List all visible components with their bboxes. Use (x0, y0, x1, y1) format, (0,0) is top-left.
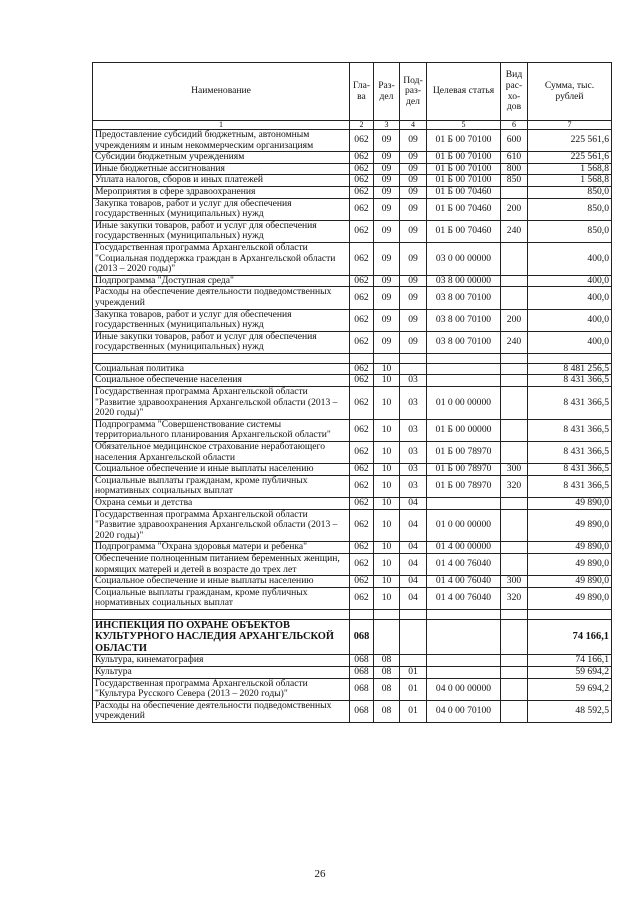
cell-vid (501, 387, 528, 420)
cell-statya (427, 609, 501, 619)
cell-name: Иные бюджетные ассигнования (93, 163, 350, 175)
cell-name: Социальные выплаты гражданам, кроме публичных нормативных социальных выплат (93, 475, 350, 497)
header-podrazdel: Под-раз-дел (400, 63, 427, 121)
cell-statya: 01 Б 00 78970 (427, 464, 501, 476)
cell-vid (501, 363, 528, 375)
header-vid: Вид рас-хо-дов (501, 63, 528, 121)
cell-podrazdel: 03 (400, 375, 427, 387)
table-row (93, 387, 612, 420)
cell-summa: 8 481 256,5 (528, 363, 612, 375)
table-row (93, 442, 612, 464)
cell-razdel (374, 609, 400, 619)
table-row (93, 275, 612, 287)
cell-name: Подпрограмма "Доступная среда" (93, 275, 350, 287)
cell-podrazdel: 09 (400, 331, 427, 353)
table-row (93, 309, 612, 331)
cell-vid (501, 700, 528, 722)
cell-statya: 03 8 00 70100 (427, 331, 501, 353)
cell-statya (427, 667, 501, 679)
cell-razdel: 09 (374, 287, 400, 309)
table-row (93, 464, 612, 476)
cell-summa: 850,0 (528, 186, 612, 198)
cell-podrazdel: 04 (400, 498, 427, 510)
cell-razdel: 09 (374, 275, 400, 287)
table-header-row (93, 63, 612, 121)
cell-podrazdel (400, 619, 427, 655)
cell-vid: 240 (501, 331, 528, 353)
cell-name: Субсидии бюджетным учреждениям (93, 152, 350, 164)
cell-statya (427, 363, 501, 375)
cell-razdel: 10 (374, 419, 400, 441)
cell-summa: 8 431 366,5 (528, 475, 612, 497)
cell-summa: 1 568,8 (528, 175, 612, 187)
cell-statya: 01 Б 00 70100 (427, 175, 501, 187)
cell-glava: 062 (350, 475, 374, 497)
cell-glava: 062 (350, 498, 374, 510)
cell-vid: 200 (501, 198, 528, 220)
cell-name: Иные закупки товаров, работ и услуг для обеспечения государственных (муниципальных) нужд (93, 331, 350, 353)
cell-podrazdel: 03 (400, 464, 427, 476)
cell-statya: 01 Б 00 78970 (427, 475, 501, 497)
table-row (93, 220, 612, 242)
cell-statya (427, 655, 501, 667)
cell-podrazdel (400, 609, 427, 619)
cell-name: Предоставление субсидий бюджетным, автономным учреждениям и иным некоммерческим организациям (93, 130, 350, 152)
cell-podrazdel: 09 (400, 186, 427, 198)
cell-summa: 49 890,0 (528, 498, 612, 510)
cell-name: Обязательное медицинское страхование неработающего населения Архангельской области (93, 442, 350, 464)
cell-statya: 01 0 00 00000 (427, 509, 501, 542)
cell-name: Закупка товаров, работ и услуг для обеспечения государственных (муниципальных) нужд (93, 309, 350, 331)
column-number: 3 (374, 121, 400, 130)
header-statya: Целевая статья (427, 63, 501, 121)
cell-glava: 062 (350, 275, 374, 287)
cell-glava (350, 609, 374, 619)
cell-podrazdel: 03 (400, 387, 427, 420)
cell-name: Государственная программа Архангельской области "Культура Русского Севера (2013 – 2020 годы)" (93, 678, 350, 700)
cell-podrazdel (400, 363, 427, 375)
cell-summa: 225 561,6 (528, 152, 612, 164)
cell-name (93, 353, 350, 363)
cell-summa: 49 890,0 (528, 542, 612, 554)
column-number: 1 (93, 121, 350, 130)
cell-podrazdel: 01 (400, 700, 427, 722)
cell-statya: 01 4 00 76040 (427, 587, 501, 609)
cell-vid (501, 242, 528, 275)
table-row (93, 700, 612, 722)
cell-vid (501, 275, 528, 287)
header-razdel: Раз-дел (374, 63, 400, 121)
cell-summa: 400,0 (528, 275, 612, 287)
cell-razdel: 08 (374, 678, 400, 700)
cell-name: Социальное обеспечение населения (93, 375, 350, 387)
cell-statya (427, 375, 501, 387)
cell-vid (501, 678, 528, 700)
cell-razdel: 09 (374, 220, 400, 242)
cell-glava: 062 (350, 587, 374, 609)
cell-name: Иные закупки товаров, работ и услуг для обеспечения государственных (муниципальных) нужд (93, 220, 350, 242)
cell-razdel: 10 (374, 553, 400, 575)
cell-vid: 850 (501, 175, 528, 187)
cell-statya (427, 353, 501, 363)
cell-name: Государственная программа Архангельской области "Развитие здравоохранения Архангельской области (2013 – 2020 годы)" (93, 509, 350, 542)
cell-name: Уплата налогов, сборов и иных платежей (93, 175, 350, 187)
table-row (93, 667, 612, 679)
cell-summa: 8 431 366,5 (528, 387, 612, 420)
cell-statya: 03 0 00 00000 (427, 242, 501, 275)
cell-vid (501, 186, 528, 198)
column-number: 7 (528, 121, 612, 130)
cell-summa: 8 431 366,5 (528, 442, 612, 464)
cell-glava: 062 (350, 509, 374, 542)
cell-summa: 74 166,1 (528, 619, 612, 655)
table-row (93, 363, 612, 375)
cell-vid: 320 (501, 475, 528, 497)
cell-glava: 062 (350, 553, 374, 575)
cell-podrazdel: 09 (400, 152, 427, 164)
cell-vid: 240 (501, 220, 528, 242)
cell-name: Закупка товаров, работ и услуг для обеспечения государственных (муниципальных) нужд (93, 198, 350, 220)
cell-glava: 062 (350, 464, 374, 476)
cell-podrazdel: 03 (400, 419, 427, 441)
table-row (93, 419, 612, 441)
cell-glava: 062 (350, 309, 374, 331)
table-row (93, 655, 612, 667)
cell-statya: 01 Б 00 70460 (427, 220, 501, 242)
table-row (93, 175, 612, 187)
cell-statya: 01 Б 00 70460 (427, 198, 501, 220)
column-number: 2 (350, 121, 374, 130)
cell-statya: 01 Б 00 00000 (427, 419, 501, 441)
cell-vid: 610 (501, 152, 528, 164)
cell-summa: 49 890,0 (528, 587, 612, 609)
cell-glava: 068 (350, 619, 374, 655)
cell-razdel: 09 (374, 331, 400, 353)
cell-vid (501, 375, 528, 387)
cell-glava: 062 (350, 331, 374, 353)
cell-vid (501, 287, 528, 309)
cell-vid: 320 (501, 587, 528, 609)
table-row (93, 587, 612, 609)
cell-glava: 068 (350, 700, 374, 722)
table-row (93, 475, 612, 497)
cell-statya: 03 8 00 00000 (427, 275, 501, 287)
cell-razdel (374, 619, 400, 655)
cell-vid: 800 (501, 163, 528, 175)
cell-vid (501, 553, 528, 575)
cell-name (93, 609, 350, 619)
cell-razdel: 10 (374, 509, 400, 542)
cell-podrazdel (400, 655, 427, 667)
cell-summa: 49 890,0 (528, 509, 612, 542)
cell-podrazdel: 09 (400, 275, 427, 287)
cell-vid (501, 442, 528, 464)
cell-razdel: 09 (374, 130, 400, 152)
cell-podrazdel: 09 (400, 175, 427, 187)
cell-podrazdel: 03 (400, 442, 427, 464)
cell-glava: 062 (350, 576, 374, 588)
cell-glava: 062 (350, 198, 374, 220)
table-row (93, 375, 612, 387)
cell-name: Подпрограмма "Охрана здоровья матери и ребенка" (93, 542, 350, 554)
cell-statya: 03 8 00 70100 (427, 287, 501, 309)
cell-glava: 062 (350, 242, 374, 275)
cell-glava: 062 (350, 163, 374, 175)
cell-razdel: 10 (374, 542, 400, 554)
cell-razdel: 09 (374, 198, 400, 220)
cell-name: Государственная программа Архангельской области "Социальная поддержка граждан в Архангельской области (2013 – 2020 годы)" (93, 242, 350, 275)
cell-glava: 068 (350, 655, 374, 667)
cell-glava: 062 (350, 130, 374, 152)
page-number: 26 (314, 868, 326, 880)
cell-razdel: 08 (374, 655, 400, 667)
header-name: Наименование (93, 63, 350, 121)
cell-vid (501, 619, 528, 655)
cell-summa: 8 431 366,5 (528, 419, 612, 441)
cell-name: Культура, кинематография (93, 655, 350, 667)
cell-vid: 600 (501, 130, 528, 152)
cell-name: Государственная программа Архангельской области "Развитие здравоохранения Архангельской области (2013 – 2020 годы)" (93, 387, 350, 420)
cell-glava: 062 (350, 387, 374, 420)
cell-podrazdel: 09 (400, 198, 427, 220)
cell-summa: 400,0 (528, 242, 612, 275)
cell-name: Социальные выплаты гражданам, кроме публичных нормативных социальных выплат (93, 587, 350, 609)
cell-summa: 850,0 (528, 220, 612, 242)
cell-name: Социальная политика (93, 363, 350, 375)
table-row (93, 152, 612, 164)
cell-podrazdel: 04 (400, 542, 427, 554)
table-row (93, 678, 612, 700)
cell-statya: 01 4 00 00000 (427, 542, 501, 554)
cell-statya: 01 4 00 76040 (427, 576, 501, 588)
cell-razdel: 08 (374, 667, 400, 679)
cell-razdel: 10 (374, 375, 400, 387)
cell-statya: 03 8 00 70100 (427, 309, 501, 331)
cell-name: Культура (93, 667, 350, 679)
cell-summa: 49 890,0 (528, 553, 612, 575)
cell-summa: 59 694,2 (528, 667, 612, 679)
cell-vid (501, 419, 528, 441)
cell-summa: 400,0 (528, 287, 612, 309)
column-number: 5 (427, 121, 501, 130)
cell-razdel: 09 (374, 152, 400, 164)
cell-summa: 225 561,6 (528, 130, 612, 152)
cell-razdel: 09 (374, 186, 400, 198)
cell-podrazdel: 01 (400, 667, 427, 679)
cell-podrazdel: 03 (400, 475, 427, 497)
cell-razdel: 10 (374, 363, 400, 375)
cell-statya: 04 0 00 70100 (427, 700, 501, 722)
cell-razdel: 09 (374, 163, 400, 175)
cell-vid (501, 509, 528, 542)
table-row (93, 198, 612, 220)
cell-glava: 062 (350, 186, 374, 198)
cell-razdel: 09 (374, 309, 400, 331)
cell-statya: 01 Б 00 70460 (427, 186, 501, 198)
cell-vid (501, 609, 528, 619)
cell-summa: 74 166,1 (528, 655, 612, 667)
cell-razdel: 10 (374, 576, 400, 588)
cell-glava: 062 (350, 542, 374, 554)
cell-name: Расходы на обеспечение деятельности подведомственных учреждений (93, 287, 350, 309)
cell-razdel: 09 (374, 175, 400, 187)
cell-summa (528, 609, 612, 619)
budget-table (92, 62, 612, 723)
cell-podrazdel: 04 (400, 587, 427, 609)
cell-summa: 400,0 (528, 309, 612, 331)
column-number: 4 (400, 121, 427, 130)
cell-razdel: 10 (374, 464, 400, 476)
cell-podrazdel: 09 (400, 309, 427, 331)
cell-glava: 062 (350, 175, 374, 187)
cell-vid (501, 353, 528, 363)
cell-statya: 01 Б 00 70100 (427, 163, 501, 175)
table-row (93, 619, 612, 655)
cell-razdel: 10 (374, 387, 400, 420)
table-row (93, 331, 612, 353)
cell-statya: 01 Б 00 78970 (427, 442, 501, 464)
cell-summa: 59 694,2 (528, 678, 612, 700)
cell-summa: 8 431 366,5 (528, 464, 612, 476)
cell-vid: 300 (501, 464, 528, 476)
cell-statya (427, 498, 501, 510)
table-row (93, 242, 612, 275)
cell-summa: 850,0 (528, 198, 612, 220)
table-row (93, 576, 612, 588)
cell-vid (501, 667, 528, 679)
table-row (93, 542, 612, 554)
cell-summa: 48 592,5 (528, 700, 612, 722)
cell-name: Социальное обеспечение и иные выплаты населению (93, 576, 350, 588)
cell-razdel: 09 (374, 242, 400, 275)
cell-glava: 062 (350, 220, 374, 242)
header-summa: Сумма, тыс. рублей (528, 63, 612, 121)
column-number: 6 (501, 121, 528, 130)
cell-summa: 49 890,0 (528, 576, 612, 588)
cell-podrazdel: 09 (400, 130, 427, 152)
table-row (93, 553, 612, 575)
table-row (93, 353, 612, 363)
cell-razdel: 08 (374, 700, 400, 722)
cell-glava: 062 (350, 375, 374, 387)
table-row (93, 130, 612, 152)
cell-podrazdel: 09 (400, 220, 427, 242)
cell-podrazdel: 09 (400, 163, 427, 175)
cell-name: Мероприятия в сфере здравоохранения (93, 186, 350, 198)
cell-statya: 01 0 00 00000 (427, 387, 501, 420)
cell-summa (528, 353, 612, 363)
cell-statya: 01 4 00 76040 (427, 553, 501, 575)
header-glava: Гла-ва (350, 63, 374, 121)
cell-vid (501, 655, 528, 667)
cell-name: Социальное обеспечение и иные выплаты населению (93, 464, 350, 476)
cell-name: Охрана семьи и детства (93, 498, 350, 510)
table-row (93, 287, 612, 309)
cell-glava: 068 (350, 667, 374, 679)
cell-podrazdel: 09 (400, 242, 427, 275)
cell-vid: 300 (501, 576, 528, 588)
cell-summa: 1 568,8 (528, 163, 612, 175)
cell-vid: 200 (501, 309, 528, 331)
cell-podrazdel: 09 (400, 287, 427, 309)
cell-vid (501, 542, 528, 554)
cell-razdel (374, 353, 400, 363)
table-row (93, 509, 612, 542)
cell-glava: 062 (350, 442, 374, 464)
cell-name: Расходы на обеспечение деятельности подведомственных учреждений (93, 700, 350, 722)
cell-glava: 062 (350, 287, 374, 309)
cell-statya (427, 619, 501, 655)
cell-summa: 400,0 (528, 331, 612, 353)
cell-razdel: 10 (374, 442, 400, 464)
cell-podrazdel: 01 (400, 678, 427, 700)
cell-glava: 062 (350, 363, 374, 375)
cell-podrazdel: 04 (400, 553, 427, 575)
table-body (93, 121, 612, 723)
cell-razdel: 10 (374, 587, 400, 609)
cell-name: Подпрограмма "Совершенствование системы территориального планирования Архангельской области" (93, 419, 350, 441)
cell-name: ИНСПЕКЦИЯ ПО ОХРАНЕ ОБЪЕКТОВ КУЛЬТУРНОГО НАСЛЕДИЯ АРХАНГЕЛЬСКОЙ ОБЛАСТИ (93, 619, 350, 655)
cell-razdel: 10 (374, 475, 400, 497)
cell-glava: 062 (350, 419, 374, 441)
cell-podrazdel: 04 (400, 509, 427, 542)
cell-podrazdel: 04 (400, 576, 427, 588)
cell-statya: 04 0 00 00000 (427, 678, 501, 700)
cell-podrazdel (400, 353, 427, 363)
cell-statya: 01 Б 00 70100 (427, 130, 501, 152)
cell-glava (350, 353, 374, 363)
cell-summa: 8 431 366,5 (528, 375, 612, 387)
cell-razdel: 10 (374, 498, 400, 510)
cell-glava: 068 (350, 678, 374, 700)
table-row (93, 163, 612, 175)
table-row (93, 498, 612, 510)
cell-statya: 01 Б 00 70100 (427, 152, 501, 164)
cell-vid (501, 498, 528, 510)
cell-glava: 062 (350, 152, 374, 164)
table-row (93, 186, 612, 198)
table-row (93, 609, 612, 619)
cell-name: Обеспечение полноценным питанием беременных женщин, кормящих матерей и детей в возрасте до трех лет (93, 553, 350, 575)
